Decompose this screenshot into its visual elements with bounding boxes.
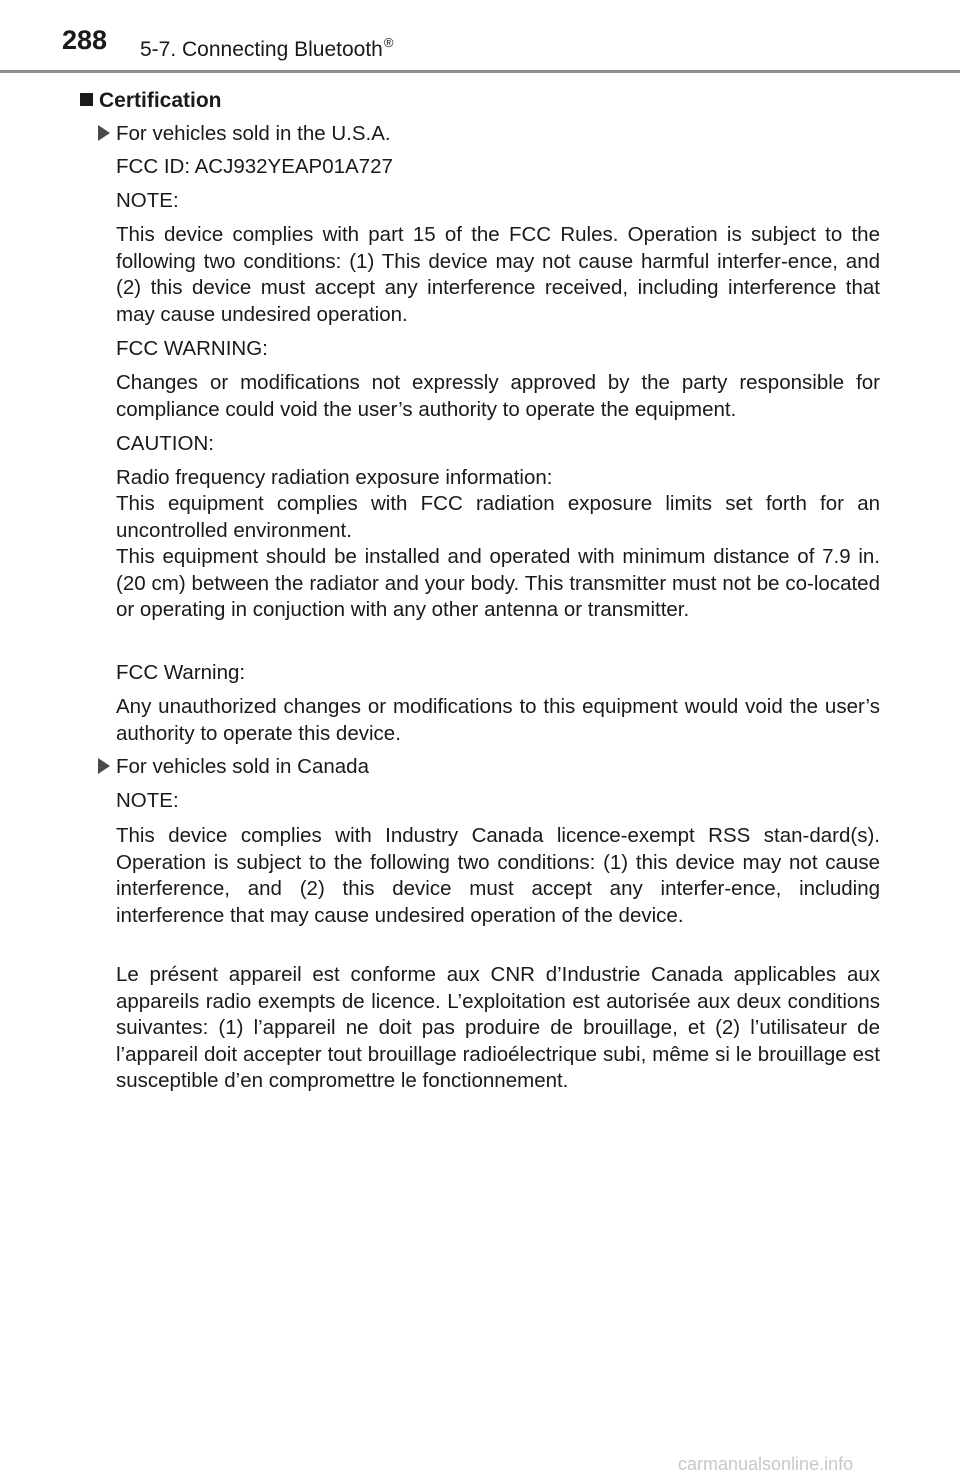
canada-bullet <box>98 754 878 780</box>
header-divider <box>0 70 960 73</box>
footer-watermark: carmanualsonline.info <box>678 1454 854 1474</box>
fcc-warning-2-label: FCC Warning: <box>116 661 246 684</box>
triangle-bullet-icon <box>98 125 110 141</box>
canada-french-text: Le présent appareil est conforme aux CNR d’Industrie Canada applicables aux appareils radio exempts de licence. L’exploitation est autorisée aux deux conditions suivantes: (1) l’appareil ne doit pas produire de brouillage, et (2) l’utilisateur de l’appareil doit accepter tout brouillage radioélectrique subi, même si le brouillage est susceptible d’en compromettre le fonctionnement. <box>116 963 880 1092</box>
canada-note-label: NOTE: <box>116 789 179 812</box>
caution-line-3: This equipment should be installed and operated with minimum distance of 7.9 in. (20 cm) between the radiator and your body. This transmitter must not be co-located or operating in conjuction with any other antenna or transmitter. <box>116 545 880 621</box>
section-title-text: 5-7. Connecting Bluetooth <box>140 38 383 61</box>
fcc-warning-label: FCC WARNING: <box>116 337 268 360</box>
certification-heading <box>80 88 222 114</box>
usa-bullet-text: For vehicles sold in the U.S.A. <box>116 122 391 145</box>
fcc-id: FCC ID: ACJ932YEAP01A727 <box>116 155 393 178</box>
usa-note-text: This device complies with part 15 of the FCC Rules. Operation is subject to the following two conditions: (1) This device may not cause harmful interfer-ence, and (2) this device must accept any interference received, including interference that may cause undesired operation. <box>116 223 880 326</box>
registered-mark: ® <box>383 35 394 50</box>
certification-heading-text: Certification <box>99 89 222 112</box>
caution-line-2: This equipment complies with FCC radiation exposure limits set forth for an uncontrolled environment. <box>116 492 880 542</box>
page-number: 288 <box>62 25 108 55</box>
usa-bullet <box>98 121 878 147</box>
usa-note-label: NOTE: <box>116 189 179 212</box>
caution-line-1: Radio frequency radiation exposure information: <box>116 466 553 489</box>
canada-note-text: This device complies with Industry Canada licence-exempt RSS stan-dard(s). Operation is subject to the following two conditions: (1) this device may not cause interference, and (2) this device must accept any interfer-ence, including interference that may cause undesired operation of the device. <box>116 824 880 927</box>
fcc-warning-2-text: Any unauthorized changes or modifications to this equipment would void the user’s authority to operate this device. <box>116 695 880 745</box>
canada-bullet-text: For vehicles sold in Canada <box>116 755 369 778</box>
section-title <box>140 36 393 60</box>
page-header <box>0 0 960 74</box>
caution-label: CAUTION: <box>116 432 214 455</box>
triangle-bullet-icon <box>98 758 110 774</box>
fcc-warning-text: Changes or modifications not expressly approved by the party responsible for compliance could void the user’s authority to operate the equipment. <box>116 371 880 421</box>
square-bullet-icon <box>80 93 93 106</box>
